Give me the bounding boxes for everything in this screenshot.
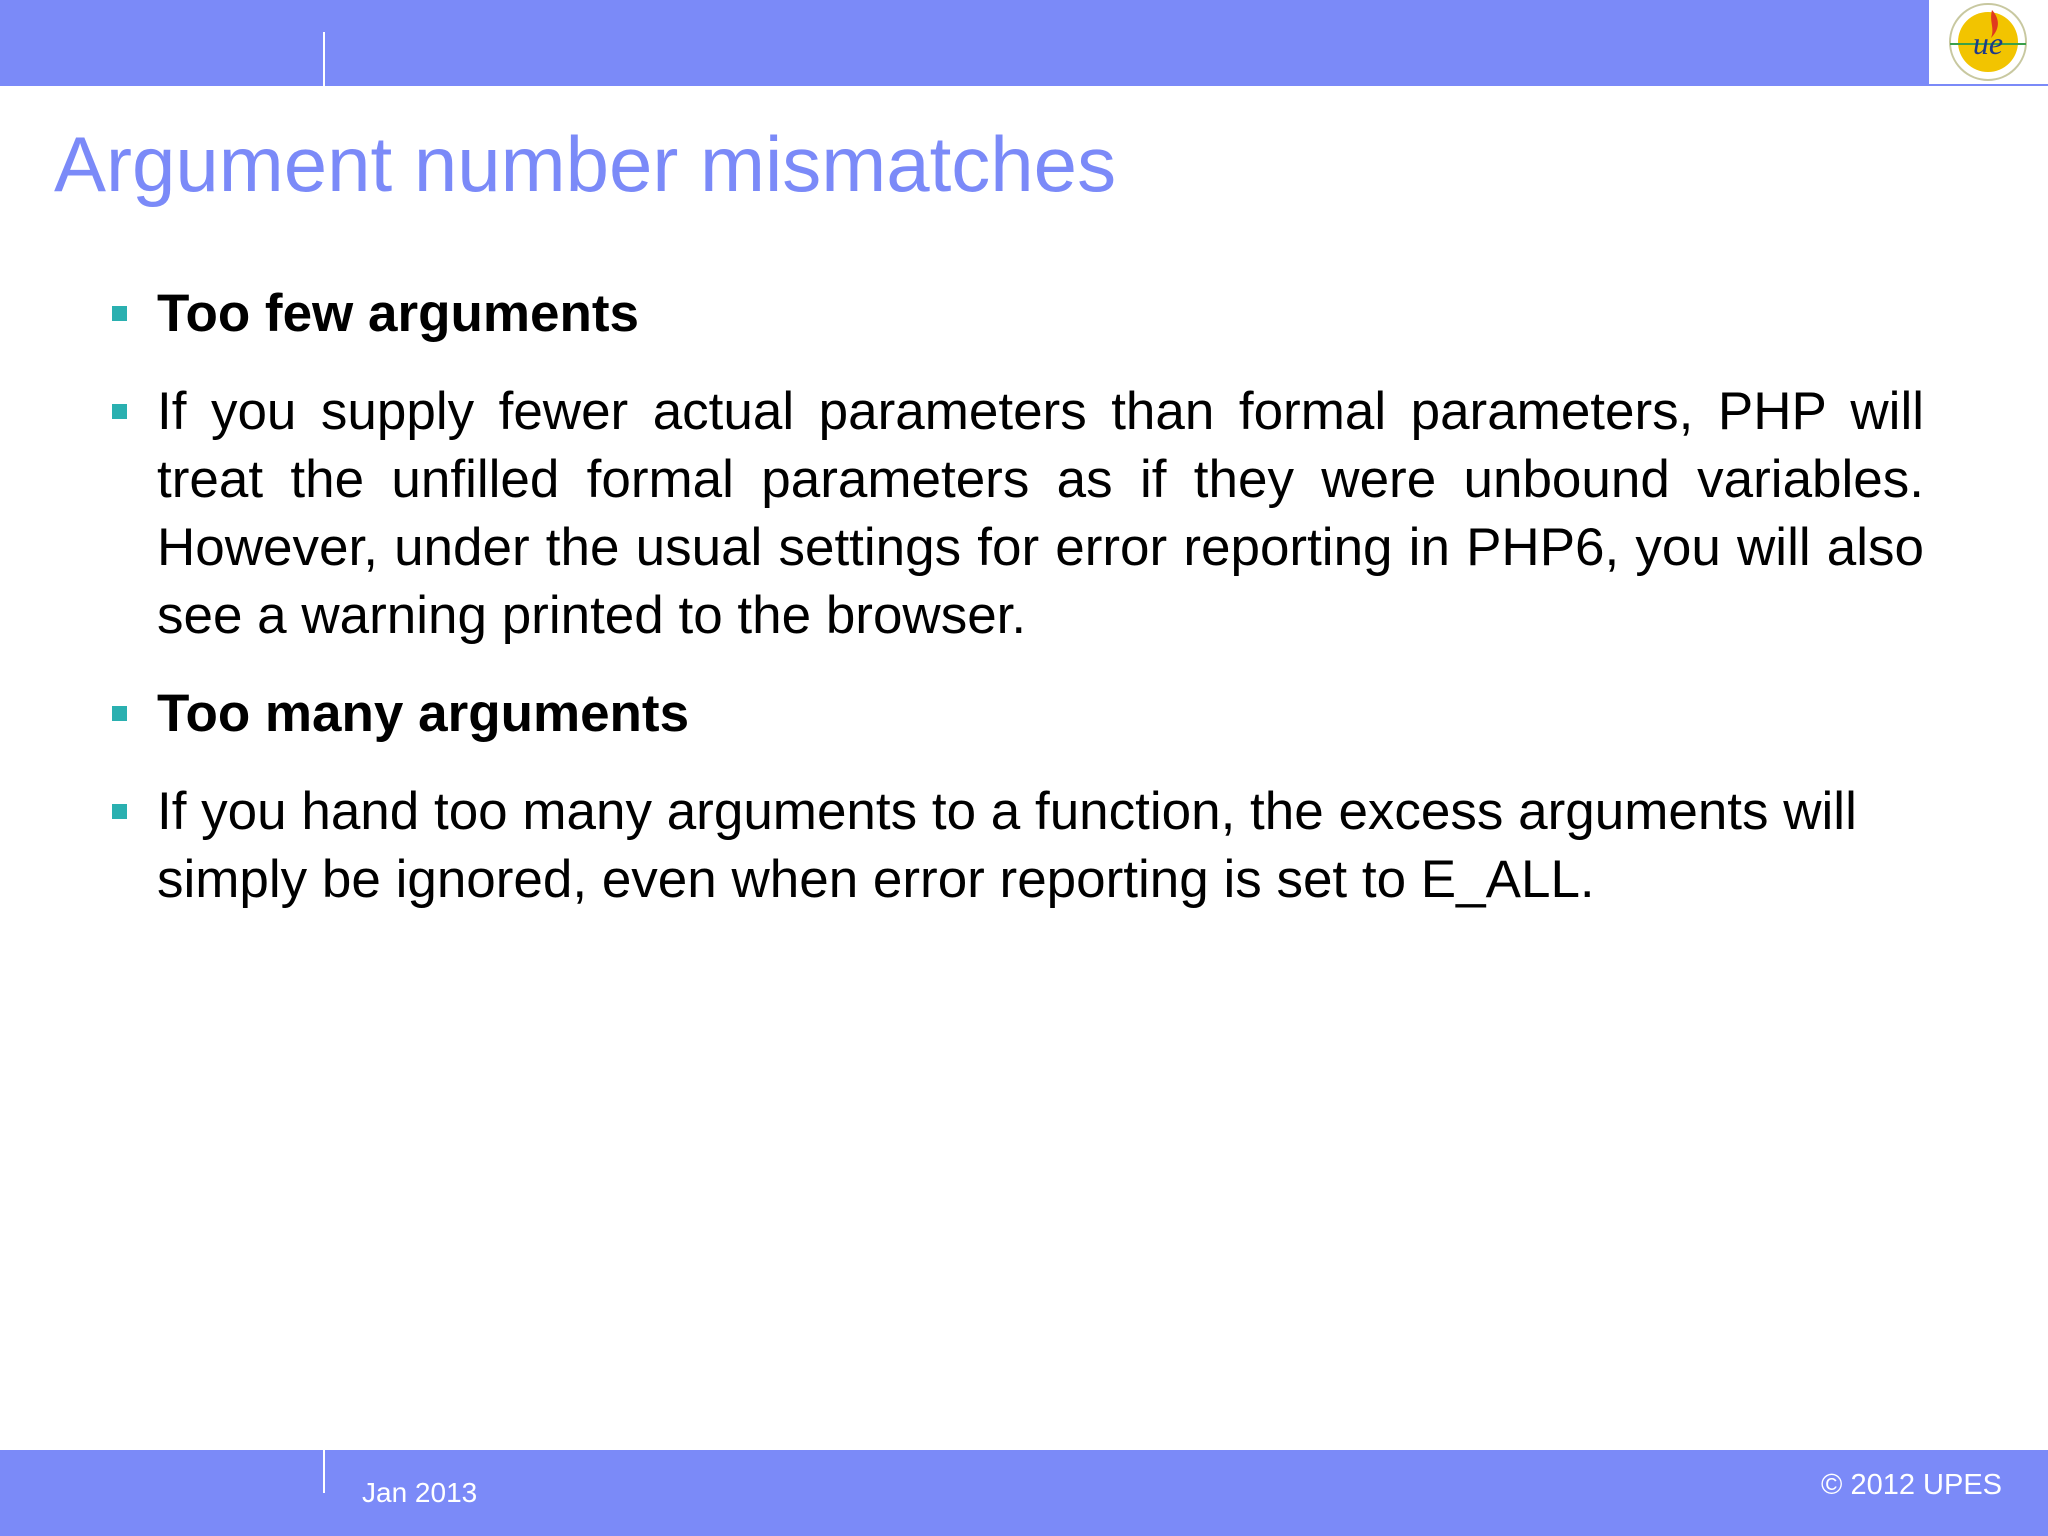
square-bullet-icon	[112, 404, 127, 419]
slide-title: Argument number mismatches	[54, 120, 1117, 208]
header-divider	[323, 32, 325, 86]
bullet-text: Too few arguments	[157, 284, 639, 343]
upes-logo	[1929, 0, 2048, 84]
bullet-list	[110, 280, 1924, 944]
bullet-text: Too many arguments	[157, 684, 690, 743]
bullet-too-few-heading	[110, 280, 1924, 348]
bullet-too-few-description	[110, 378, 1924, 650]
bullet-too-many-description	[110, 778, 1924, 914]
bullet-text: If you supply fewer actual parameters than formal parameters, PHP will treat the unfilled formal parameters as if they were unbound variables. However, under the usual settings for error reporting in PHP6, you will also see a warning printed to the browser.	[157, 382, 1924, 645]
footer-copyright: © 2012 UPES	[1821, 1469, 2002, 1501]
upes-logo-icon	[1929, 0, 2048, 84]
square-bullet-icon	[112, 306, 127, 321]
bullet-text: If you hand too many arguments to a function, the excess arguments will simply be ignored, even when error reporting is set to E_ALL.	[157, 782, 1857, 909]
footer-bar	[0, 1450, 2048, 1536]
header-bar	[0, 0, 2048, 86]
footer-divider	[323, 1450, 325, 1493]
square-bullet-icon	[112, 804, 127, 819]
footer-date: Jan 2013	[362, 1477, 478, 1508]
logo-text: ue	[1972, 25, 2004, 61]
bullet-too-many-heading	[110, 680, 1924, 748]
square-bullet-icon	[112, 706, 127, 721]
